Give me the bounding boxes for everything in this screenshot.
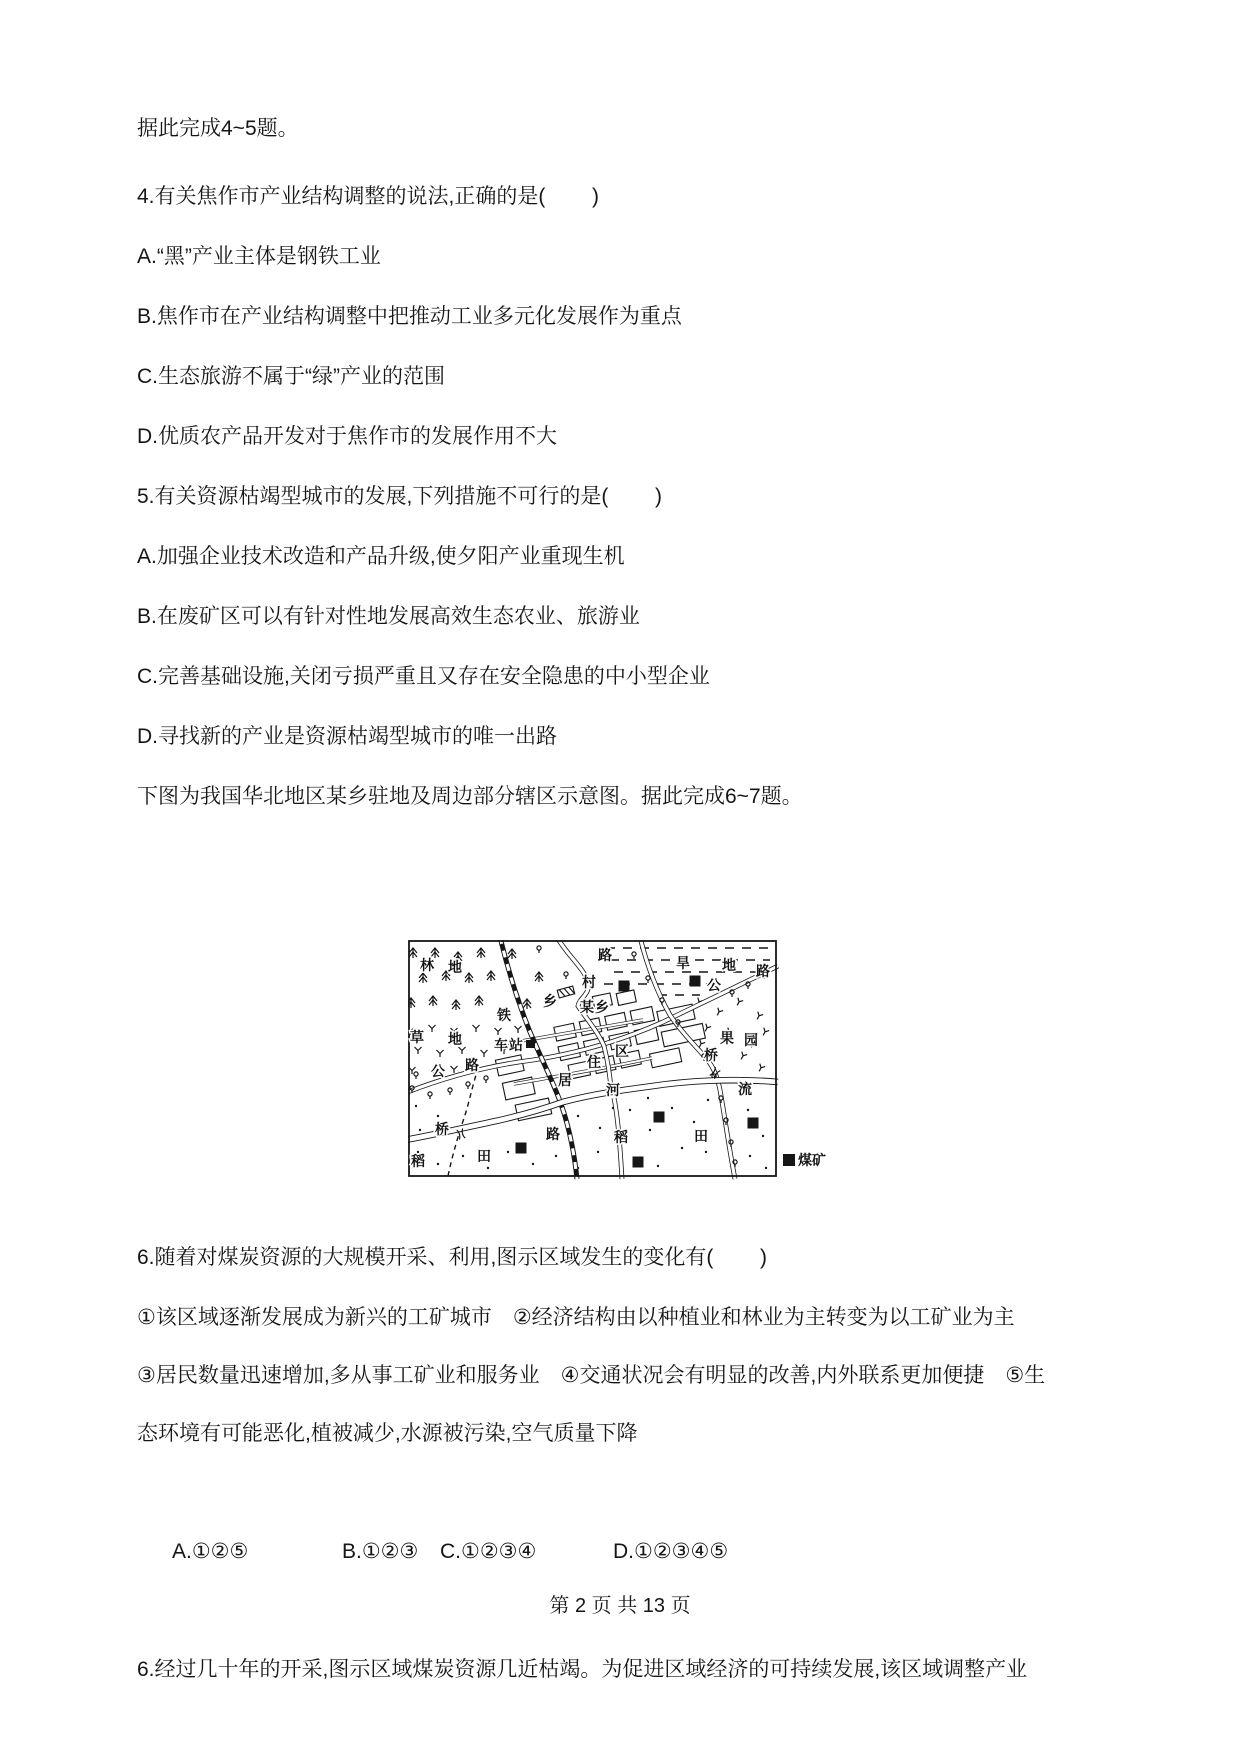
page-content: [137, 100, 1108, 1701]
q5-option-b: B.在废矿区可以有针对性地发展高效生态农业、旅游业: [137, 605, 640, 628]
q4-option-d: D.优质农产品开发对于焦作市的发展作用不大: [137, 425, 557, 448]
coal-mine-icon: [654, 1112, 665, 1123]
q6-statements: ①该区域逐渐发展成为新兴的工矿城市 ②经济结构由以种植业和林业为主转变为以工矿业为主 ③居民数量迅速增加,多从事工矿业和服务业 ④交通状况会有明显的改善,内外联系更加便捷 ⑤生态环境有可能恶化,植被减少,水源被污染,空气质量下降: [137, 1306, 1046, 1445]
svg-text:田: 田: [694, 1130, 708, 1145]
svg-text:果: 果: [720, 1032, 734, 1047]
svg-text:某乡: 某乡: [580, 1001, 610, 1016]
svg-text:路: 路: [598, 949, 612, 964]
svg-text:稻: 稻: [614, 1131, 628, 1146]
svg-text:桥: 桥: [704, 1049, 718, 1064]
q4-option-c: C.生态旅游不属于“绿”产业的范围: [137, 365, 445, 388]
svg-text:公: 公: [431, 1065, 445, 1080]
svg-text:村: 村: [582, 976, 596, 991]
coal-mine-icon: [690, 976, 701, 987]
page-number: 第 2 页 共 13 页: [549, 1595, 691, 1617]
legend-coal-mine-icon: [783, 1154, 795, 1166]
q5-option-a: A.加强企业技术改造和产品升级,使夕阳产业重现生机: [137, 545, 625, 568]
forest-symbols: [408, 948, 543, 1010]
intro-line-4-5: 据此完成4~5题。: [137, 117, 299, 140]
township-sketch-map: [408, 940, 848, 1182]
svg-text:地: 地: [448, 961, 462, 976]
svg-text:地: 地: [722, 959, 736, 974]
map-figure: [408, 940, 848, 1182]
q4-stem: 4.有关焦作市产业结构调整的说法,正确的是( ): [137, 185, 600, 208]
svg-text:桥: 桥: [435, 1123, 449, 1138]
q5-option-d: D.寻找新的产业是资源枯竭型城市的唯一出路: [137, 725, 557, 748]
q6-choice-a: A.①②⑤: [172, 1540, 249, 1563]
svg-text:稻: 稻: [411, 1155, 425, 1170]
coal-mine-icon: [748, 1118, 759, 1129]
svg-text:车站: 车站: [494, 1039, 524, 1054]
q6-stem: 6.随着对煤炭资源的大规模开采、利用,图示区域发生的变化有( ): [137, 1246, 768, 1269]
svg-text:园: 园: [744, 1034, 758, 1049]
svg-text:流: 流: [738, 1083, 752, 1098]
map-intro: 下图为我国华北地区某乡驻地及周边部分辖区示意图。据此完成6~7题。: [137, 785, 803, 808]
township-symbol: [557, 986, 575, 998]
q5-option-c: C.完善基础设施,关闭亏损严重且又存在安全隐患的中小型企业: [137, 665, 710, 688]
svg-text:乡: 乡: [543, 995, 557, 1010]
svg-text:煤矿: 煤矿: [798, 1154, 826, 1169]
svg-text:河: 河: [606, 1084, 620, 1099]
svg-text:区: 区: [615, 1045, 629, 1060]
paddy-dots: [415, 1097, 767, 1171]
svg-text:林: 林: [420, 959, 434, 974]
svg-text:路: 路: [465, 1059, 479, 1074]
q4-option-b: B.焦作市在产业结构调整中把推动工业多元化发展作为重点: [137, 305, 682, 328]
svg-text:旱: 旱: [676, 957, 690, 972]
coal-mine-icon: [619, 981, 630, 992]
svg-text:路: 路: [546, 1128, 560, 1143]
q6b-stem: 6.经过几十年的开采,图示区域煤炭资源几近枯竭。为促进区域经济的可持续发展,该区域调整产业: [137, 1658, 1028, 1681]
svg-text:铁: 铁: [497, 1009, 511, 1024]
svg-text:路: 路: [756, 965, 770, 980]
coal-mine-icon: [516, 1143, 527, 1154]
q5-stem: 5.有关资源枯竭型城市的发展,下列措施不可行的是( ): [137, 485, 663, 508]
q6-choice-c: C.①②③④: [440, 1540, 537, 1563]
svg-text:地: 地: [448, 1033, 462, 1048]
station-marker: [526, 1040, 535, 1048]
svg-text:草: 草: [410, 1031, 424, 1046]
q6-choice-d: D.①②③④⑤: [613, 1540, 729, 1563]
coal-mine-icon: [633, 1157, 644, 1168]
q6-choice-b: B.①②③: [342, 1540, 419, 1563]
svg-text:公: 公: [707, 979, 721, 994]
q4-option-a: A.“黑”产业主体是钢铁工业: [137, 245, 381, 268]
svg-text:居: 居: [558, 1074, 572, 1089]
svg-text:住: 住: [587, 1056, 601, 1071]
svg-text:田: 田: [477, 1150, 491, 1165]
map-legend: [783, 1152, 826, 1169]
